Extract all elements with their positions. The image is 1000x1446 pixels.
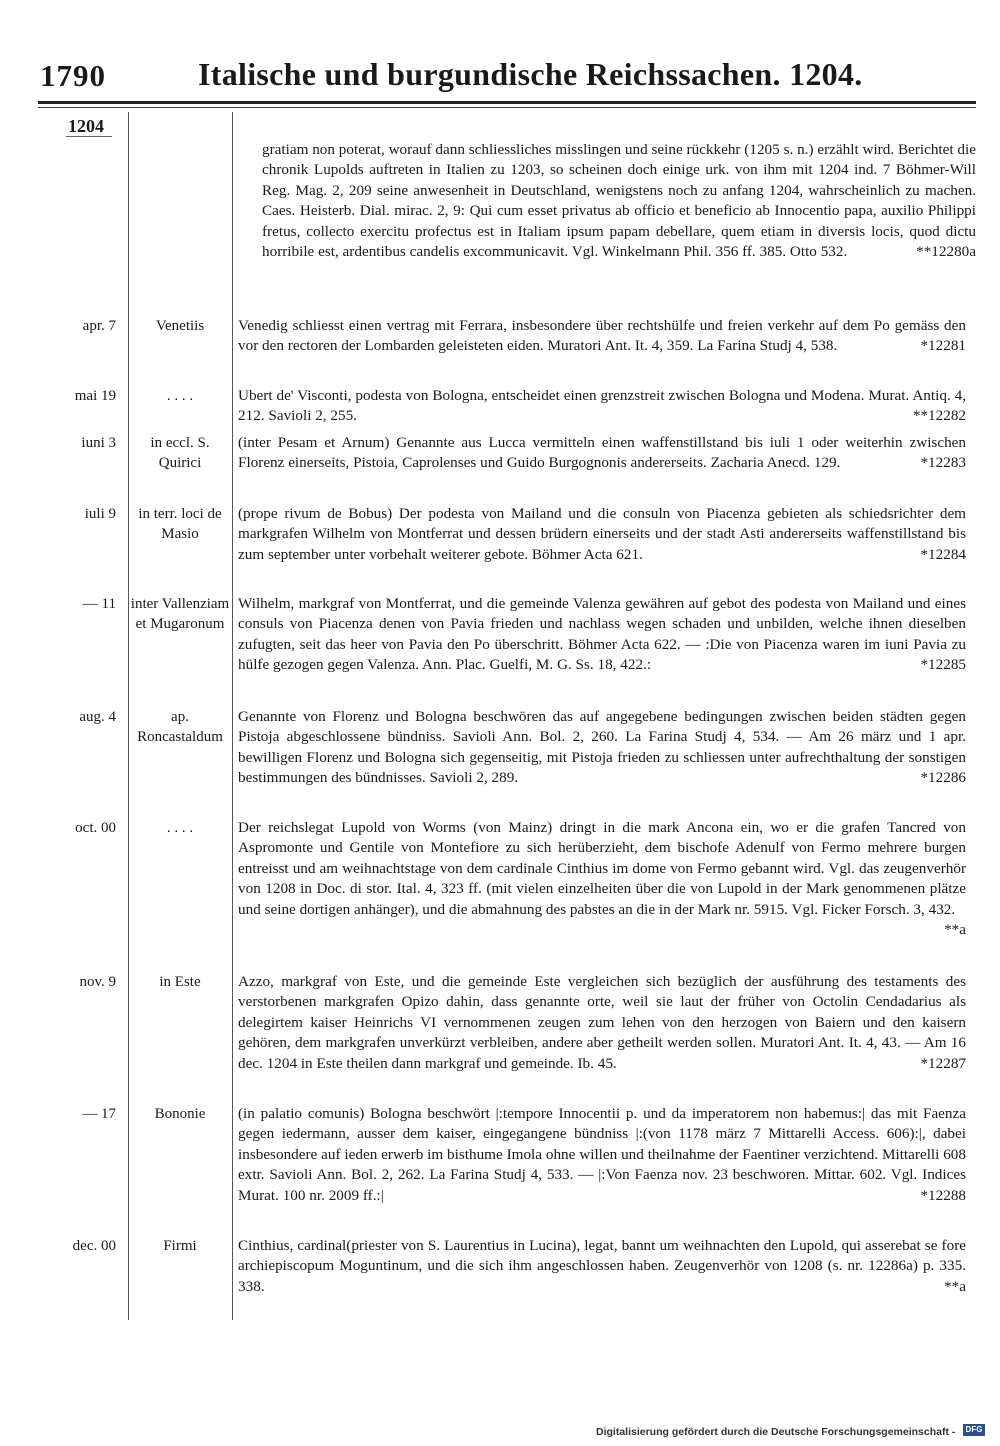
entry-date: — 17 [82, 1106, 116, 1122]
entry-place: . . . . [166, 388, 194, 404]
entry-body: Venedig schliesst einen vertrag mit Ferrara, insbesondere über rechtshülfe und freien verkehr auf dem Po gemäss den vor den rectoren der Lombarden geleisteten eiden. Muratori Ant. It. 4, 359. La Farina Studj 4, 538. [238, 317, 966, 355]
entry-body: (inter Pesam et Arnum) Genannte aus Lucca vermitteln einen waffenstillstand bis iuli 1 oder weiterhin zwischen Florenz einerseits, Pistoia, Caprolenses und Guido Burgognonis andererseits. Zacharia Anecd. 129. [238, 434, 966, 472]
entry-date: oct. 00 [75, 820, 116, 836]
page-number: 1790 [40, 58, 106, 93]
entry-date: iuli 9 [84, 506, 116, 522]
regest-number: *12288 [920, 1186, 966, 1204]
entry-text [238, 1104, 966, 1206]
entry-text [238, 504, 966, 565]
entry-body: Der reichslegat Lupold von Worms (von Mainz) dringt in die mark Ancona ein, wo er die grafen Tancred von Aspromonte und Gentile von Montefiore zu sich herüberzieht, dem bischofe Adenulf von Fermo mehrere burgen entreisst und am weihnachtstage von dem cardinale Cinthius im dome von Fermo gebannt wird. Vgl. das zeugenverhör von 1208 in Doc. di stor. Ital. 4, 323 ff. (mit vielen einzelheiten über die von Lupold in der Mark genommenen plätze und seine dortigen anhänger), und die abmahnung des pabstes an die in der Mark nr. 5915. Vgl. Ficker Forsch. 3, 432. [238, 819, 966, 918]
dfg-funding-note: Digitalisierung gefördert durch die Deutsche Forschungsgemeinschaft - [596, 1426, 956, 1438]
entry-date: aug. 4 [79, 709, 116, 725]
year-label: 1204 [68, 116, 104, 136]
year-underline [66, 136, 112, 137]
entry-place: . . . . [166, 820, 194, 836]
entry-place: Venetiis [155, 318, 205, 334]
entry-body: Wilhelm, markgraf von Montferrat, und die gemeinde Valenza gewähren auf gebot des podesta von Mailand und eines consuls von Piacenza denen von Pavia frieden und nachlass wegen schaden und unbilden, welche ihnen dieselben zufugten, seit das heer von Pavia den Po überschritt. Böhmer Acta 622. — :Die von Piacenza waren im iuni Pavia zu hülfe gezogen gegen Valenza. Ann. Plac. Guelfi, M. G. Ss. 18, 422.: [238, 595, 966, 674]
header-rule-thin [38, 107, 976, 108]
entry-place: in Este [159, 974, 201, 990]
entry-body: Ubert de' Visconti, podesta von Bologna, entscheidet einen grenzstreit zwischen Bologna und Modena. Murat. Antiq. 4, 212. Savioli 2, 255. [238, 387, 966, 425]
entry-body: (in palatio comunis) Bologna beschwört |:tempore Innocentii p. und da imperatorem non habemus:| das mit Faenza gegen iedermann, ausser dem kaiser, eingegangene bündniss |:(von 1178 märz 7 Mittarelli Access. 606):|, dabei insbesondere auf ieden erwerb im bisthume Imola ohne willen und theilnahme der Faentiner verzichtend. Mittarelli 608 extr. Savioli Ann. Bol. 2, 262. La Farina Studj 4, 533. — |:Von Faenza nov. 23 beschworen. Mittar. 602. Vgl. Indices Murat. 100 nr. 2009 ff.:| [238, 1105, 966, 1204]
entry-place: Bononie [154, 1106, 206, 1122]
entry-text [238, 972, 966, 1074]
regest-number: *12281 [920, 337, 966, 355]
regest-number: *12286 [920, 769, 966, 787]
entry-text [238, 316, 966, 357]
entry-place: Firmi [163, 1238, 197, 1254]
column-divider-place-text [232, 112, 233, 1320]
regest-number: *12283 [920, 454, 966, 472]
entry-body: Azzo, markgraf von Este, und die gemeinde Este vergleichen sich bezüglich der ausführung des testaments des verstorbenen markgrafen Opizo dahin, dass genannte orte, weil sie laut der früher von Octolin Cendadarius als delegirtem kaiser Heinrichs VI vernommenen zeugen zum lehen von den herzogen von Baiern und den kaisern gehören, dem markgrafen unverkürzt verbleiben, andere aber getheilt werden sollen. Muratori Ant. It. 4, 43. — Am 16 dec. 1204 in Este theilen dann markgraf und gemeinde. Ib. 45. [238, 973, 966, 1072]
continuation-text: gratiam non poterat, worauf dann schliessliches misslingen und seine rückkehr (1205 s. n.) erzählt wird. Berichtet die chronik Lupolds auftreten in Italien zu 1203, so scheinen doch einige urk. von ihm mit 1204 ind. 7 Böhmer-Will Reg. Mag. 2, 209 seine anwesenheit in Deutschland, wenigstens noch zu anfang 1204, wahrscheinlich zu machen. Caes. Heisterb. Dial. mirac. 2, 9: Qui cum esset privatus ab officio et beneficio ab Innocentio papa, auxilio Philippi fretus, collecto exercitu profectus est in Italiam ipsum papam debellare, quem etiam in diversis locis, quod dictu horribile est, ardentibus candelis excommunicavit. Vgl. Winkelmann Phil. 356 ff. 385. Otto 532. [262, 141, 976, 261]
page-title: Italische und burgundische Reichssachen. 1204. [198, 56, 863, 92]
entry-text [262, 140, 976, 262]
entry-date: iuni 3 [81, 435, 116, 451]
entry-text [238, 433, 966, 474]
regest-number: **12280a [916, 243, 976, 261]
regest-number: *12287 [920, 1054, 966, 1072]
entry-text [238, 594, 966, 676]
regest-number: **a [944, 1277, 966, 1295]
regest-number: *12285 [920, 656, 966, 674]
entry-body: (prope rivum de Bobus) Der podesta von Mailand und die consuln von Piacenza gebieten als schiedsrichter dem markgrafen Wilhelm von Montferrat und dessen brüdern einerseits und der stadt Asti andererseits waffenstillstand bis zum september unter vorbehalt weiterer gebote. Böhmer Acta 621. [238, 505, 966, 563]
entry-text [238, 386, 966, 427]
entry-body: Genannte von Florenz und Bologna beschwören das auf angegebene bedingungen zwischen beiden städten gegen Pistoja abgeschlossene bündniss. Savioli Ann. Bol. 2, 260. La Farina Studj 4, 534. — Am 26 märz und 1 apr. bewilligen Florenz und Bologna sich gegenseitig, mit Pistoja frieden zu schliessen unter aufrechthaltung der sonstigen bestimmungen des bündnisses. Savioli 2, 289. [238, 708, 966, 787]
entry-place: in terr. loci de Masio [138, 506, 222, 542]
entry-text [238, 1236, 966, 1297]
entry-date: — 11 [82, 596, 116, 612]
header-rule [38, 101, 976, 104]
regest-number: **a [944, 921, 966, 939]
entry-date: nov. 9 [79, 974, 116, 990]
entry-date: dec. 00 [72, 1238, 116, 1254]
entry-date: mai 19 [74, 388, 116, 404]
entry-date: apr. 7 [82, 318, 116, 334]
entry-place: ap. Roncastaldum [137, 709, 223, 745]
entry-place: in eccl. S. Quirici [150, 435, 210, 471]
dfg-logo-icon: DFG [963, 1424, 985, 1436]
entry-body: Cinthius, cardinal(priester von S. Laurentius in Lucina), legat, bannt um weihnachten den Lupold, qui asserebat se fore archiepiscopum Moguntinum, und die sich ihm angeschlossen haben. Zeugenverhör von 1208 (s. nr. 12286a) p. 335. 338. [238, 1237, 966, 1295]
entry-text [238, 818, 966, 940]
entry-place: inter Vallenziam et Mugaronum [130, 596, 230, 632]
regest-number: **12282 [912, 407, 966, 425]
entry-text [238, 707, 966, 789]
regest-number: *12284 [920, 545, 966, 563]
